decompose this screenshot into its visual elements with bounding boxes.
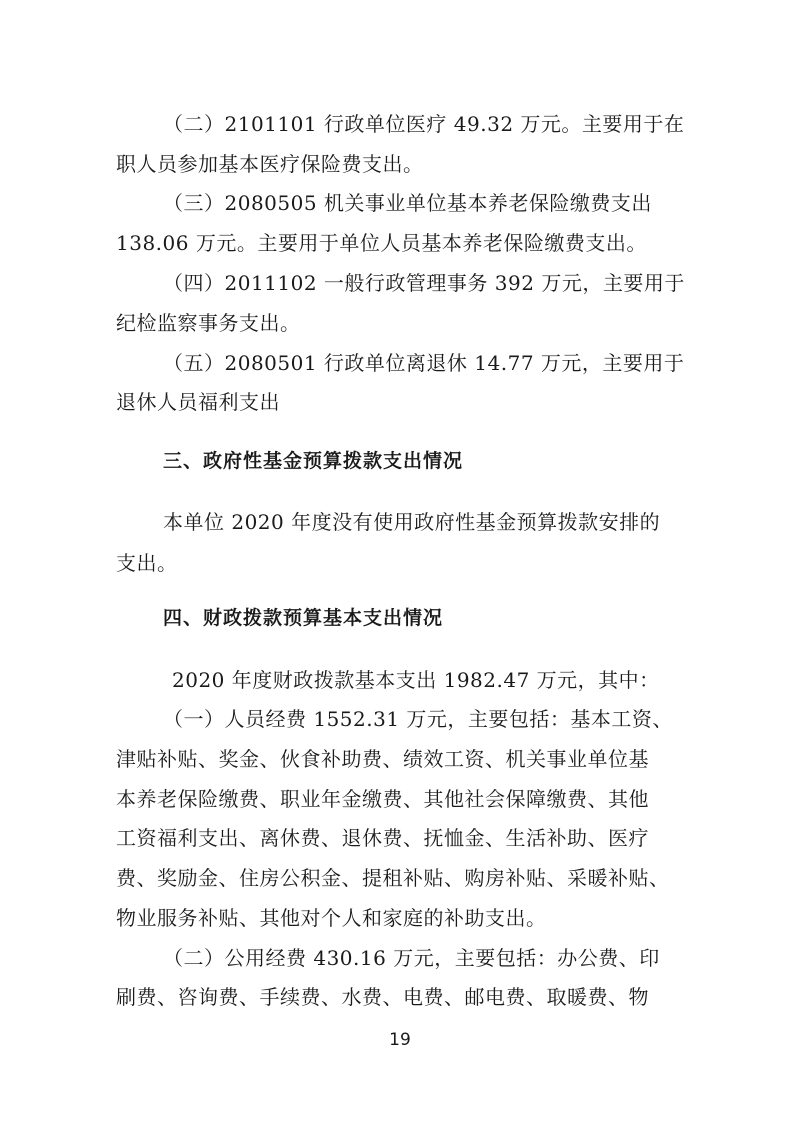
paragraph-line: 138.06 万元。主要用于单位人员基本养老保险缴费支出。 <box>116 231 647 255</box>
paragraph-line: 退休人员福利支出 <box>116 390 280 414</box>
paragraph-line: （三）2080505 机关事业单位基本养老保险缴费支出 <box>163 191 652 215</box>
section-heading-3: 三、政府性基金预算拨款支出情况 <box>163 450 464 472</box>
paragraph-line: （四）2011102 一般行政管理事务 392 万元，主要用于 <box>163 271 685 295</box>
paragraph-line: 刷费、咨询费、手续费、水费、电费、邮电费、取暖费、物 <box>116 985 649 1009</box>
paragraph-line: 费、奖励金、住房公积金、提租补贴、购房补贴、采暖补贴、 <box>116 866 670 890</box>
paragraph-line: 支出。 <box>116 551 178 575</box>
paragraph-line: 物业服务补贴、其他对个人和家庭的补助支出。 <box>116 906 547 930</box>
paragraph-line: 2020 年度财政拨款基本支出 1982.47 万元，其中： <box>172 668 660 692</box>
paragraph-line: 本养老保险缴费、职业年金缴费、其他社会保障缴费、其他 <box>116 787 649 811</box>
section-heading-4: 四、财政拨款预算基本支出情况 <box>163 607 444 629</box>
paragraph-line: （二）公用经费 430.16 万元，主要包括：办公费、印 <box>163 946 660 970</box>
paragraph-line: 纪检监察事务支出。 <box>116 311 301 335</box>
paragraph-line: 工资福利支出、离休费、退休费、抚恤金、生活补助、医疗 <box>116 826 649 850</box>
paragraph-line: （一）人员经费 1552.31 万元，主要包括：基本工资、 <box>163 707 673 731</box>
paragraph-line: 本单位 2020 年度没有使用政府性基金预算拨款安排的 <box>163 510 661 534</box>
paragraph-line: 职人员参加基本医疗保险费支出。 <box>116 152 424 176</box>
paragraph-line: 津贴补贴、奖金、伙食补助费、绩效工资、机关事业单位基 <box>116 747 649 771</box>
paragraph-line: （二）2101101 行政单位医疗 49.32 万元。主要用于在 <box>163 112 685 136</box>
paragraph-line: （五）2080501 行政单位离退休 14.77 万元，主要用于 <box>163 351 685 375</box>
page-number: 19 <box>389 1030 411 1050</box>
